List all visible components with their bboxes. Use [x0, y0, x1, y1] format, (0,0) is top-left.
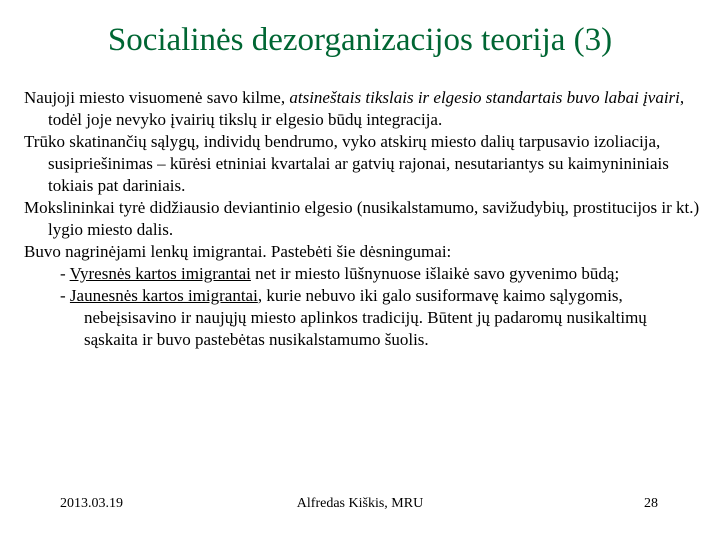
footer-date: 2013.03.19 [60, 496, 123, 511]
sub-item-2-rest: , kurie nebuvo iki galo susiformavę kaimo sąlygomis, nebeįsisavino ir naujųjų miesto aplinkos tradicijų. Būtent jų padaromų nusikaltimų sąskaita ir buvo pastebėtas nusikalstamumo šuolis. [84, 286, 647, 349]
paragraph-1-italic: atsineštais tikslais ir elgesio standartais buvo labai įvairi [289, 88, 680, 107]
paragraph-4: Buvo nagrinėjami lenkų imigrantai. Pastebėti šie dėsningumai: [24, 242, 452, 261]
paragraph-1-text-a: Naujoji miesto visuomenė savo kilme, [24, 88, 290, 107]
sub-item-younger-immigrants [24, 285, 700, 351]
sub-item-2-underlined: Jaunesnės kartos imigrantai [69, 286, 258, 305]
slide-title: Socialinės dezorganizacijos teorija (3) [107, 22, 613, 58]
paragraph-1-text-c: , todėl joje nevyko įvairių tikslų ir elgesio būdų integracija. [48, 88, 685, 129]
footer-author: Alfredas Kiškis, MRU [296, 496, 424, 511]
sub-item-2-prefix: - [60, 286, 70, 305]
slide-content [24, 87, 700, 351]
paragraph-2: Trūko skatinančių sąlygų, individų bendrumo, vyko atskirų miesto dalių tarpusavio izoliacija, susipriešinimas – kūrėsi etniniai kvartalai ar gatvių rajonai, nesutariantys su kaimynininiais tokiais pat dariniais. [24, 132, 669, 195]
sub-item-1-rest: net ir miesto lūšnynuose išlaikė savo gyvenimo būdą; [250, 264, 620, 283]
sub-item-older-immigrants [24, 263, 700, 285]
sub-item-1-prefix: - [60, 264, 70, 283]
sub-item-1-underlined: Vyresnės kartos imigrantai [69, 264, 251, 283]
paragraph-1 [24, 87, 700, 131]
footer-page-number: 28 [644, 496, 658, 511]
paragraph-3: Mokslininkai tyrė didžiausio deviantinio elgesio (nusikalstamumo, savižudybių, prostitucijos ir kt.) lygio miesto dalis. [24, 198, 700, 239]
